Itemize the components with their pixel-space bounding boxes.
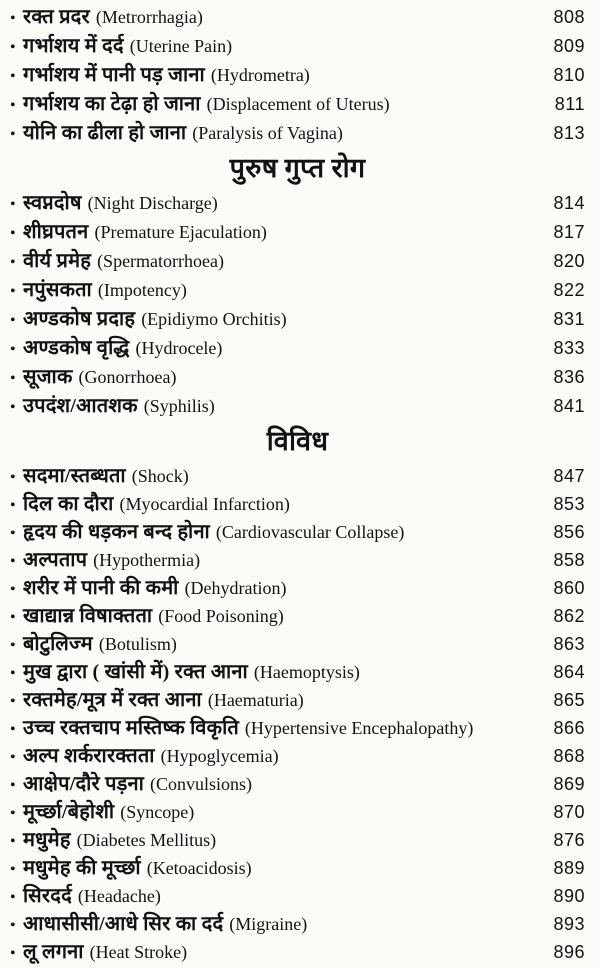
- entry-title-english: (Uterine Pain): [129, 36, 233, 56]
- bullet-icon: •: [10, 525, 16, 542]
- entry-page-number: 860: [553, 578, 585, 598]
- entry-page-number: 866: [553, 718, 585, 738]
- entry-title-hindi: बोटुलिज्म: [23, 633, 93, 655]
- toc-entry: [10, 392, 585, 421]
- entry-title-hindi: उच्च रक्तचाप मस्तिष्क विकृति: [23, 717, 239, 739]
- toc-entry: [10, 276, 585, 305]
- entry-title-english: (Hypertensive Encephalopathy): [244, 718, 474, 738]
- entry-title-english: (Premature Ejaculation): [94, 222, 267, 242]
- entry-title-hindi: सूजाक: [23, 366, 73, 388]
- toc-entry: [10, 363, 585, 392]
- entry-page-number: 809: [553, 36, 585, 56]
- bullet-icon: •: [10, 777, 16, 794]
- entry-page-number: 811: [554, 94, 585, 114]
- entry-page-number: 858: [553, 550, 585, 570]
- bullet-icon: •: [10, 805, 16, 822]
- entry-page-number: 833: [553, 338, 585, 358]
- entry-title-english: (Spermatorrhoea): [97, 251, 225, 271]
- toc-entry: [10, 574, 585, 602]
- entry-title-english: (Epidiymo Orchitis): [141, 309, 287, 329]
- toc-entry: [10, 686, 585, 714]
- toc-entry: [10, 90, 585, 119]
- entry-title-hindi: रक्तमेह/मूत्र में रक्त आना: [23, 689, 202, 711]
- entry-page-number: 896: [553, 942, 585, 962]
- entry-title-hindi: शरीर में पानी की कमी: [23, 577, 179, 599]
- toc-entry: [10, 462, 585, 490]
- entry-title-hindi: नपुंसकता: [23, 279, 92, 301]
- entry-page-number: 890: [553, 886, 585, 906]
- bullet-icon: •: [10, 97, 16, 114]
- entry-title-english: (Metrorrhagia): [95, 7, 203, 27]
- toc-entry: [10, 218, 585, 247]
- toc-entry: [10, 189, 585, 218]
- bullet-icon: •: [10, 637, 16, 654]
- bullet-icon: •: [10, 749, 16, 766]
- toc-entry: [10, 32, 585, 61]
- bullet-icon: •: [10, 609, 16, 626]
- entry-title-hindi: गर्भाशय का टेढ़ा हो जाना: [23, 93, 201, 115]
- toc-entry: [10, 546, 585, 574]
- entry-title-hindi: आक्षेप/दौरे पड़ना: [23, 773, 145, 795]
- bullet-icon: •: [10, 283, 16, 300]
- bullet-icon: •: [10, 196, 16, 213]
- entry-title-hindi: अल्पताप: [23, 549, 88, 571]
- bullet-icon: •: [10, 39, 16, 56]
- entry-title-hindi: उपदंश/आतशक: [23, 395, 138, 417]
- entry-page-number: 817: [553, 222, 585, 242]
- entry-title-hindi: अल्प शर्करारक्तता: [23, 745, 155, 767]
- entry-page-number: 889: [553, 858, 585, 878]
- entry-title-english: (Syphilis): [143, 396, 215, 416]
- bullet-icon: •: [10, 225, 16, 242]
- entry-title-hindi: सिरदर्द: [23, 885, 72, 907]
- entry-page-number: 863: [553, 634, 585, 654]
- entry-page-number: 814: [553, 193, 585, 213]
- entry-title-english: (Haematuria): [207, 690, 304, 710]
- entry-title-english: (Botulism): [98, 634, 177, 654]
- toc-entry: [10, 119, 585, 148]
- bullet-icon: •: [10, 693, 16, 710]
- toc-entry: [10, 334, 585, 363]
- entry-page-number: 864: [553, 662, 585, 682]
- entry-title-english: (Impotency): [97, 280, 187, 300]
- entry-title-english: (Hydrometra): [210, 65, 310, 85]
- bullet-icon: •: [10, 917, 16, 934]
- entry-title-english: (Hypoglycemia): [160, 746, 279, 766]
- bullet-icon: •: [10, 945, 16, 962]
- toc-section: [10, 3, 585, 148]
- entry-title-hindi: मूर्च्छा/बेहोशी: [23, 801, 115, 823]
- entry-title-english: (Paralysis of Vagina): [192, 123, 343, 143]
- entry-title-hindi: दिल का दौरा: [23, 493, 114, 515]
- bullet-icon: •: [10, 833, 16, 850]
- entry-page-number: 813: [553, 123, 585, 143]
- toc-entry: [10, 826, 585, 854]
- bullet-icon: •: [10, 861, 16, 878]
- entry-title-english: (Food Poisoning): [158, 606, 284, 626]
- entry-page-number: 893: [553, 914, 585, 934]
- entry-title-english: (Night Discharge): [87, 193, 218, 213]
- entry-title-english: (Cardiovascular Collapse): [215, 522, 405, 542]
- bullet-icon: •: [10, 553, 16, 570]
- section-heading: विविध: [266, 426, 329, 456]
- entry-title-hindi: रक्त प्रदर: [23, 6, 90, 28]
- toc-entry: [10, 658, 585, 686]
- entry-page-number: 836: [553, 367, 585, 387]
- entry-title-hindi: खाद्यान्न विषाक्तता: [23, 605, 153, 627]
- entry-title-hindi: मधुमेह: [23, 829, 71, 851]
- entry-page-number: 831: [553, 309, 585, 329]
- toc-entry: [10, 798, 585, 826]
- entry-page-number: 869: [553, 774, 585, 794]
- bullet-icon: •: [10, 889, 16, 906]
- toc-entry: [10, 882, 585, 910]
- entry-title-hindi: वीर्य प्रमेह: [23, 250, 92, 272]
- toc-entry: [10, 490, 585, 518]
- toc-entry: [10, 247, 585, 276]
- entry-page-number: 822: [553, 280, 585, 300]
- entry-title-hindi: स्वप्नदोष: [23, 192, 82, 214]
- bullet-icon: •: [10, 126, 16, 143]
- entry-title-english: (Syncope): [120, 802, 195, 822]
- entry-title-english: (Dehydration): [184, 578, 287, 598]
- entry-page-number: 862: [553, 606, 585, 626]
- toc-entry: [10, 854, 585, 882]
- entry-page-number: 853: [553, 494, 585, 514]
- entry-title-english: (Heat Stroke): [89, 942, 188, 962]
- bullet-icon: •: [10, 312, 16, 329]
- toc-entry: [10, 602, 585, 630]
- entry-page-number: 876: [553, 830, 585, 850]
- entry-page-number: 841: [553, 396, 585, 416]
- bullet-icon: •: [10, 721, 16, 738]
- entry-page-number: 868: [553, 746, 585, 766]
- bullet-icon: •: [10, 399, 16, 416]
- entry-title-hindi: गर्भाशय में दर्द: [23, 35, 124, 57]
- bullet-icon: •: [10, 370, 16, 387]
- toc-section: [10, 421, 585, 966]
- toc-entry: [10, 305, 585, 334]
- toc-entry: [10, 61, 585, 90]
- bullet-icon: •: [10, 10, 16, 27]
- entry-title-hindi: शीघ्रपतन: [23, 221, 89, 243]
- toc-entry: [10, 518, 585, 546]
- entry-page-number: 810: [553, 65, 585, 85]
- bullet-icon: •: [10, 68, 16, 85]
- entry-title-english: (Displacement of Uterus): [206, 94, 390, 114]
- toc-section: [10, 148, 585, 421]
- entry-title-hindi: योनि का ढीला हो जाना: [23, 122, 187, 144]
- entry-page-number: 808: [553, 7, 585, 27]
- entry-title-english: (Diabetes Mellitus): [76, 830, 217, 850]
- section-heading: पुरुष गुप्त रोग: [229, 153, 366, 183]
- entry-title-hindi: सदमा/स्तब्धता: [23, 465, 126, 487]
- entry-title-hindi: गर्भाशय में पानी पड़ जाना: [23, 64, 205, 86]
- entry-title-hindi: मुख द्वारा ( खांसी में) रक्त आना: [23, 661, 248, 683]
- bullet-icon: •: [10, 497, 16, 514]
- entry-title-english: (Myocardial Infarction): [119, 494, 290, 514]
- entry-title-english: (Shock): [131, 466, 189, 486]
- entry-title-hindi: अण्डकोष प्रदाह: [23, 308, 136, 330]
- bullet-icon: •: [10, 254, 16, 271]
- entry-title-english: (Convulsions): [150, 774, 253, 794]
- entry-title-english: (Hydrocele): [135, 338, 223, 358]
- bullet-icon: •: [10, 469, 16, 486]
- entry-title-hindi: मधुमेह की मूर्च्छा: [23, 857, 141, 879]
- toc-entry: [10, 770, 585, 798]
- entry-page-number: 865: [553, 690, 585, 710]
- bullet-icon: •: [10, 341, 16, 358]
- entry-page-number: 847: [553, 466, 585, 486]
- entry-page-number: 870: [553, 802, 585, 822]
- entry-title-english: (Headache): [77, 886, 161, 906]
- entry-page-number: 856: [553, 522, 585, 542]
- entry-title-hindi: अण्डकोष वृद्धि: [23, 337, 130, 359]
- entry-title-english: (Haemoptysis): [253, 662, 360, 682]
- entry-title-hindi: आधासीसी/आधे सिर का दर्द: [23, 913, 224, 935]
- entry-title-hindi: लू लगना: [23, 941, 84, 963]
- entry-title-english: (Hypothermia): [93, 550, 201, 570]
- entry-title-english: (Ketoacidosis): [146, 858, 252, 878]
- toc-entry: [10, 714, 585, 742]
- bullet-icon: •: [10, 581, 16, 598]
- toc-entry: [10, 910, 585, 938]
- toc-entry: [10, 938, 585, 966]
- toc-entry: [10, 630, 585, 658]
- entry-page-number: 820: [553, 251, 585, 271]
- toc-entry: [10, 742, 585, 770]
- toc-entry: [10, 3, 585, 32]
- entry-title-english: (Gonorrhoea): [78, 367, 177, 387]
- entry-title-hindi: हृदय की धड़कन बन्द होना: [23, 521, 210, 543]
- entry-title-english: (Migraine): [229, 914, 308, 934]
- bullet-icon: •: [10, 665, 16, 682]
